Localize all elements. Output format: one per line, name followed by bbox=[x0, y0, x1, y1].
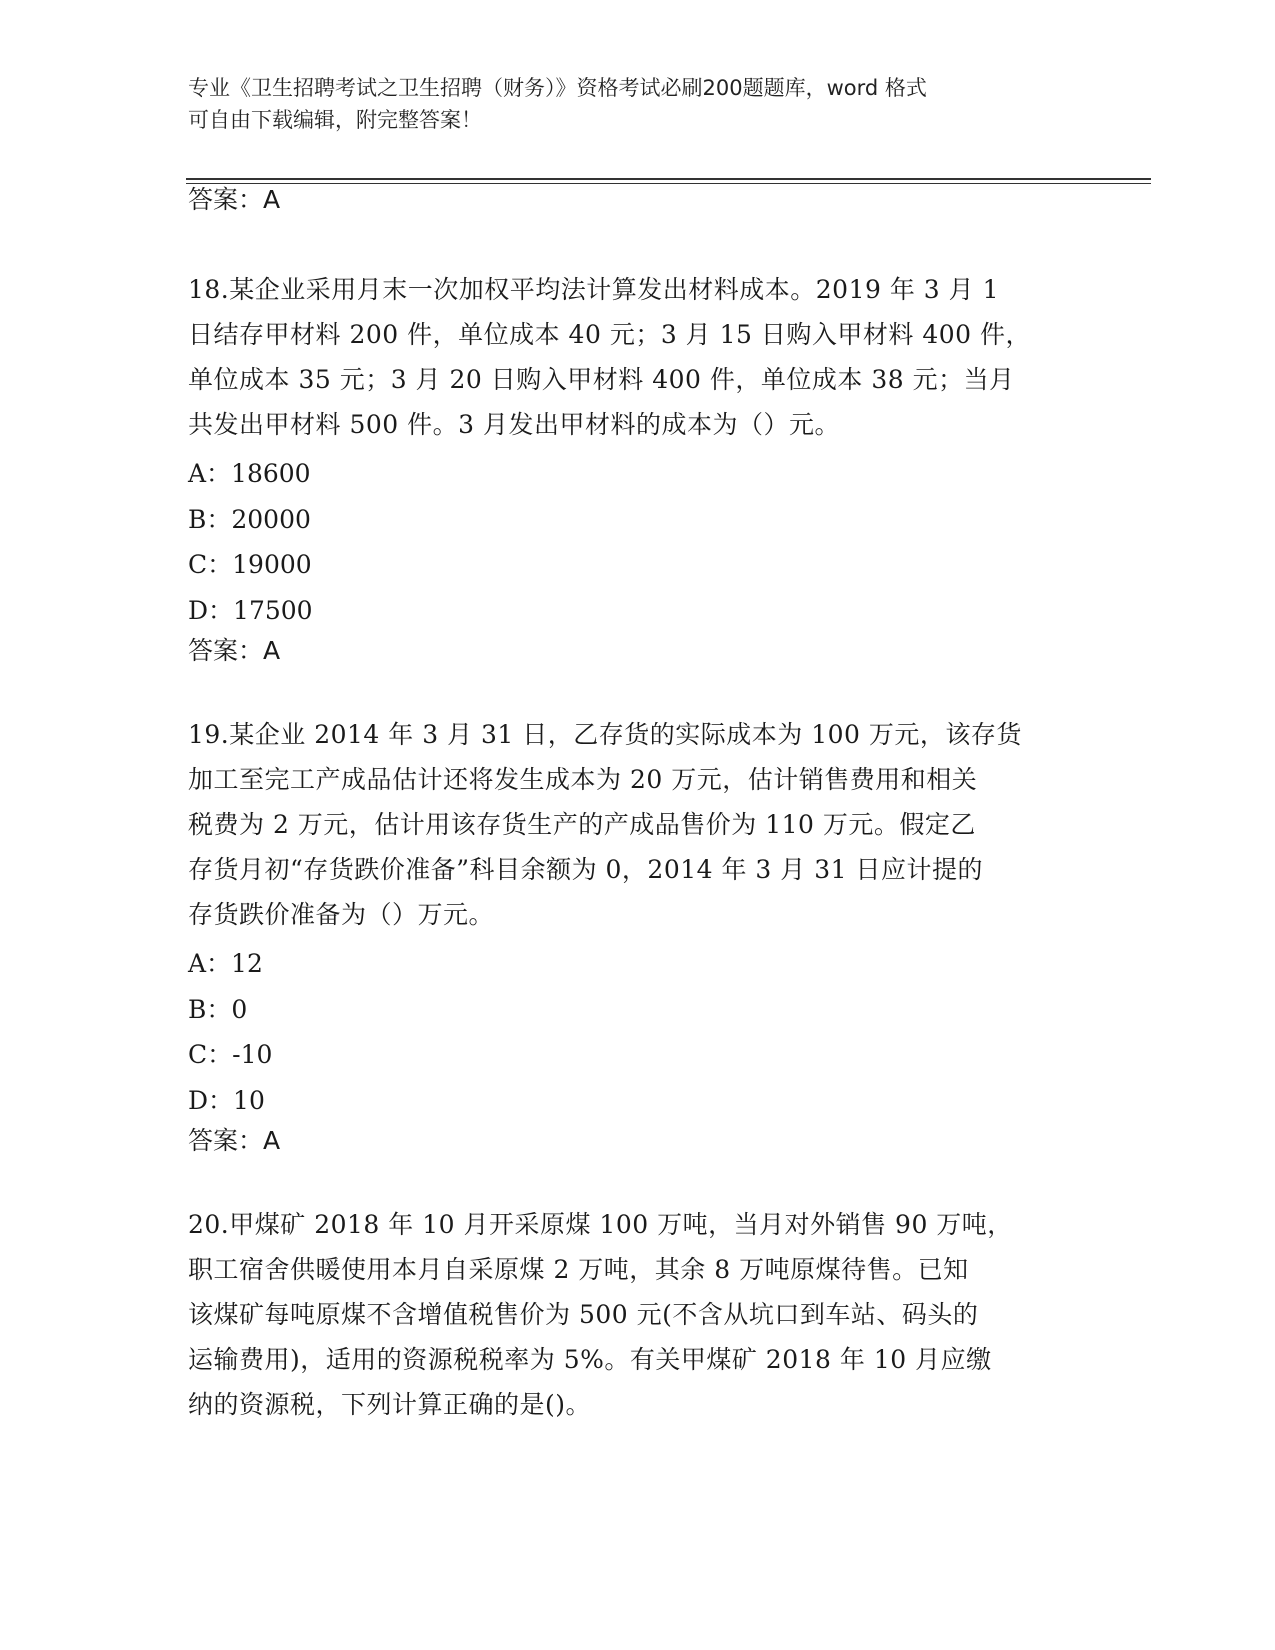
header-divider-bottom bbox=[186, 183, 1151, 184]
question-text-line: 加工至完工产成品估计还将发生成本为 20 万元，估计销售费用和相关 bbox=[188, 765, 978, 794]
question-text-line: 职工宿舍供暖使用本月自采原煤 2 万吨，其余 8 万吨原煤待售。已知 bbox=[188, 1255, 969, 1284]
option-d: D：10 bbox=[188, 1085, 265, 1115]
question-text-line: 19.某企业 2014 年 3 月 31 日，乙存货的实际成本为 100 万元，该存货 bbox=[188, 720, 1022, 749]
question-text-line: 税费为 2 万元，估计用该存货生产的产成品售价为 110 万元。假定乙 bbox=[188, 810, 976, 839]
question-18 bbox=[188, 267, 1031, 447]
question-text-line: 20.甲煤矿 2018 年 10 月开采原煤 100 万吨，当月对外销售 90 万吨， bbox=[188, 1210, 1013, 1239]
document-header bbox=[188, 72, 1068, 136]
answer-line: 答案：A bbox=[188, 636, 281, 665]
question-text-line: 纳的资源税，下列计算正确的是()。 bbox=[188, 1390, 592, 1419]
option-a: A：12 bbox=[188, 949, 263, 978]
header-divider-top bbox=[186, 178, 1151, 180]
question-19 bbox=[188, 712, 1022, 937]
answer-line: 答案：A bbox=[188, 1126, 281, 1155]
question-text-line: 运输费用)，适用的资源税税率为 5%。有关甲煤矿 2018 年 10 月应缴 bbox=[188, 1345, 992, 1374]
question-text-line: 存货跌价准备为（）万元。 bbox=[188, 900, 495, 929]
question-text-line: 共发出甲材料 500 件。3 月发出甲材料的成本为（）元。 bbox=[188, 410, 840, 439]
options-18 bbox=[188, 451, 313, 633]
answer-line: 答案：A bbox=[188, 185, 281, 214]
question-text-line: 该煤矿每吨原煤不含增值税售价为 500 元(不含从坑口到车站、码头的 bbox=[188, 1300, 979, 1329]
option-b: B：0 bbox=[188, 994, 248, 1024]
question-text-line: 单位成本 35 元；3 月 20 日购入甲材料 400 件，单位成本 38 元；当月 bbox=[188, 365, 1015, 394]
option-a: A：18600 bbox=[188, 459, 311, 488]
option-b: B：20000 bbox=[188, 504, 311, 534]
question-text-line: 存货月初“存货跌价准备”科目余额为 0，2014 年 3 月 31 日应计提的 bbox=[188, 855, 983, 884]
options-19 bbox=[188, 941, 272, 1123]
option-d: D：17500 bbox=[188, 595, 313, 625]
header-line-1: 专业《卫生招聘考试之卫生招聘（财务）》资格考试必刷200题题库，word 格式 bbox=[188, 76, 927, 100]
option-c: C：19000 bbox=[188, 550, 312, 579]
question-20 bbox=[188, 1202, 1013, 1427]
header-line-2: 可自由下载编辑，附完整答案！ bbox=[188, 108, 482, 132]
option-c: C：-10 bbox=[188, 1040, 273, 1069]
question-text-line: 18.某企业采用月末一次加权平均法计算发出材料成本。2019 年 3 月 1 bbox=[188, 275, 999, 304]
question-text-line: 日结存甲材料 200 件，单位成本 40 元；3 月 15 日购入甲材料 400 件， bbox=[188, 320, 1031, 349]
